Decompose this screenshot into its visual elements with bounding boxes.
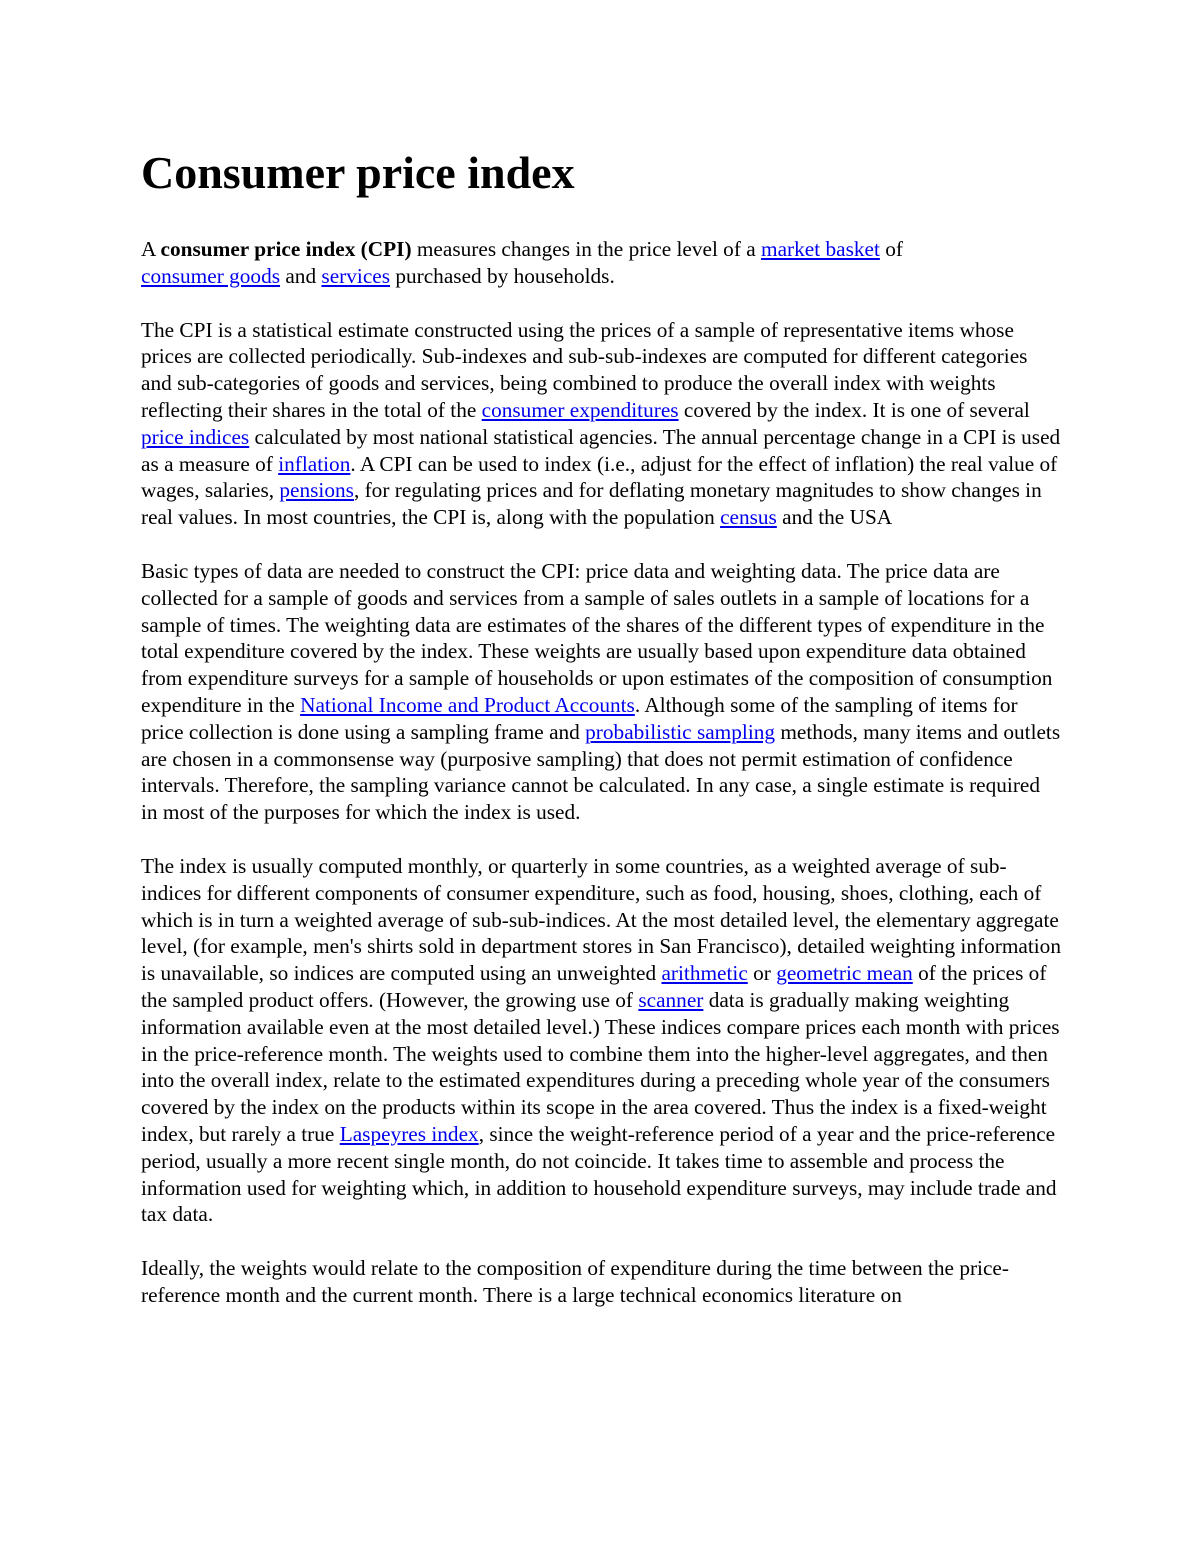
text-run: The index is usually computed monthly, or quarterly in some countries, as a weighted average of sub-indices for different components of consumer expenditure, such as food, housing, shoes, clothing, each of which is in turn a weighted average of sub-sub-indices. At the most detailed level, the elementary aggregate level, (for example, men's shirts sold in department stores in San Francisco), detailed weighting information is unavailable, so indices are computed using an unweighted [141, 853, 1061, 986]
link-consumer-expenditures[interactable]: consumer expenditures [481, 397, 679, 422]
text-run: and [280, 263, 322, 288]
text-run: methods, many items and outlets are chosen in a commonsense way (purposive sampling) that does not permit estimation of confidence intervals. Therefore, the sampling variance cannot be calculated. In any case, a single estimate is required in most of the purposes for which the index is used. [141, 719, 1061, 825]
link-services[interactable]: services [321, 263, 391, 288]
paragraph-weights [141, 1255, 1061, 1309]
link-scanner[interactable]: scanner [638, 987, 704, 1012]
document-page [141, 144, 1061, 1336]
text-run: Basic types of data are needed to construct the CPI: price data and weighting data. The price data are collected for a sample of goods and services from a sample of sales outlets in a sample of locations for a sample of times. The weighting data are estimates of the shares of the different types of expenditure in the total expenditure covered by the index. These weights are usually based upon expenditure data obtained from expenditure surveys for a sample of households or upon estimates of the composition of consumption expenditure in the [141, 558, 1053, 717]
link-probabilistic-sampling[interactable]: probabilistic sampling [585, 719, 776, 744]
text-run: of [879, 237, 903, 261]
paragraph-computation [141, 853, 1061, 1228]
text-run: or [747, 961, 777, 986]
paragraph-intro [141, 236, 1061, 290]
text-run: . A CPI can be used to index (i.e., adjust for the effect of inflation) the real value of wages, salaries, [141, 451, 1058, 503]
text-run: purchased by households. [390, 263, 615, 288]
text-run: covered by the index. It is one of several [678, 397, 1030, 422]
text-run: The CPI is a statistical estimate constructed using the prices of a sample of representative items whose prices are collected periodically. Sub-indexes and sub-sub-indexes are computed for different categories and sub-categories of goods and services, being combined to produce the overall index with weights reflecting their shares in the total of the [141, 317, 1028, 422]
link-consumer-goods[interactable]: consumer goods [141, 263, 281, 288]
text-run: A [141, 237, 161, 261]
text-run: . Although some of the sampling of items for price collection is done using a sampling frame and [141, 692, 1018, 744]
link-market-basket[interactable]: market basket [761, 237, 880, 261]
text-run: , for regulating prices and for deflating monetary magnitudes to show changes in real values. In most countries, the CPI is, along with the population [141, 478, 1042, 530]
bold-abbreviation: (CPI) [360, 237, 412, 261]
link-pensions[interactable]: pensions [279, 478, 354, 503]
link-arithmetic[interactable]: arithmetic [661, 961, 748, 986]
page-title: Consumer price index [141, 147, 575, 198]
link-geometric-mean[interactable]: geometric mean [776, 961, 913, 986]
text-run: , since the weight-reference period of a year and the price-reference period, usually a more recent single month, do not coincide. It takes time to assemble and process the information used for weighting which, in addition to household expenditure surveys, may include trade and tax data. [141, 1121, 1057, 1227]
paragraph-data-types [141, 558, 1061, 826]
link-inflation[interactable]: inflation [278, 451, 351, 476]
bold-term: consumer price index [160, 237, 356, 261]
paragraph-cpi-overview [141, 317, 1061, 531]
link-price-indices[interactable]: price indices [141, 424, 250, 449]
text-run: data is gradually making weighting information available even at the most detailed level.) These indices compare prices each month with prices in the price-reference month. The weights used to combine them into the higher-level aggregates, and then into the overall index, relate to the estimated expenditures during a preceding whole year of the consumers covered by the index on the products within its scope in the area covered. Thus the index is a fixed-weight index, but rarely a true [141, 987, 1060, 1146]
text-run: calculated by most national statistical agencies. The annual percentage change in a CPI is used as a measure of [141, 424, 1061, 476]
text-run: measures changes in the price level of a [411, 237, 762, 261]
link-laspeyres-index[interactable]: Laspeyres index [339, 1121, 479, 1146]
text-run: and the USA [776, 505, 893, 530]
link-national-income-product-accounts[interactable]: National Income and Product Accounts [300, 692, 635, 717]
link-census[interactable]: census [720, 505, 777, 530]
text-run: of the prices of the sampled product offers. (However, the growing use of [141, 961, 1047, 1012]
text-run: Ideally, the weights would relate to the composition of expenditure during the time between the price-reference month and the current month. There is a large technical economics literature on [141, 1256, 1009, 1307]
